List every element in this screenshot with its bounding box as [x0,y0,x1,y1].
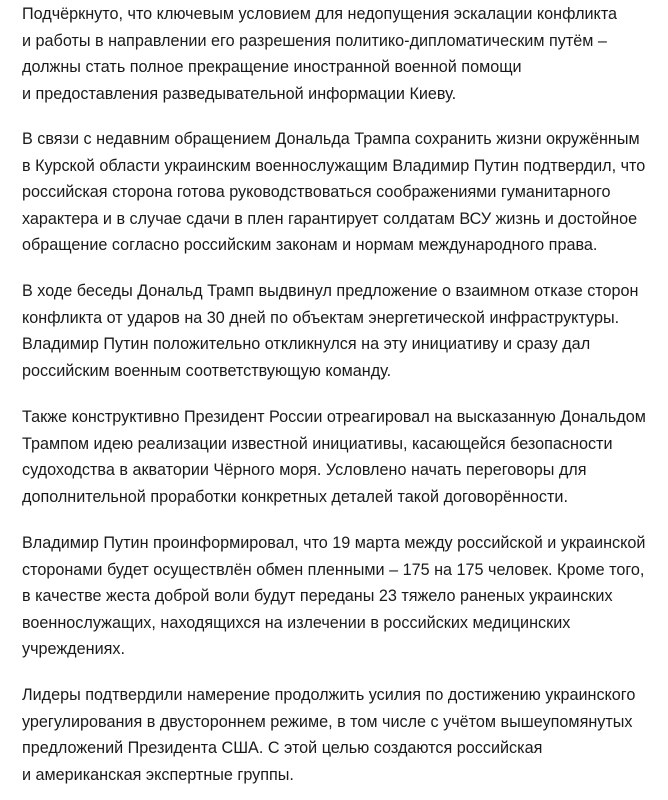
paragraph-line: и предоставления разведывательной информации Киеву. [22,84,457,103]
paragraph-line: Лидеры подтвердили намерение продолжить усилия по достижению украинского [22,686,636,704]
paragraph-line: Подчёркнуто, что ключевым условием для недопущения эскалации конфликта [22,5,618,23]
paragraph-line: военнослужащих, находящихся на излечении в российских медицинских [22,613,571,632]
paragraph-line: В связи с недавним обращением Дональда Трампа сохранить жизни окружённым [22,130,640,148]
paragraph-line: сторонами будет осуществлён обмен пленными – 175 на 175 человек. Кроме того, [22,560,645,579]
paragraph-line: учреждениях. [22,640,125,658]
paragraph-line: и американская экспертные группы. [22,765,294,784]
paragraph-line: в качестве жеста доброй воли будут переданы 23 тяжело раненых украинских [22,587,613,605]
paragraph-3 [22,278,638,384]
paragraph-4 [22,404,646,510]
paragraph-line: предложений Президента США. С этой целью создаются российская [22,739,543,757]
paragraph-line: Владимир Путин проинформировал, что 19 марта между российской и украинской [22,534,646,552]
paragraph-2 [22,126,645,259]
paragraph-line: Владимир Путин положительно откликнулся на эту инициативу и сразу дал [22,335,591,353]
paragraph-line: должны стать полное прекращение иностранной военной помощи [22,58,522,76]
paragraph-line: Также конструктивно Президент России отреагировал на высказанную Дональдом [22,408,646,426]
paragraph-6 [22,682,635,788]
paragraph-5 [22,530,645,663]
paragraph-line: российским военным соответствующую команду. [22,361,392,380]
paragraph-line: дополнительной проработки конкретных деталей такой договорённости. [22,487,568,506]
paragraph-line: в Курской области украинским военнослужащим Владимир Путин подтвердил, что [22,156,646,175]
paragraph-line: обращение согласно российским законам и нормам международного права. [22,236,598,254]
paragraph-line: судоходства в акватории Чёрного моря. Условлено начать переговоры для [22,461,587,479]
paragraph-1 [22,1,617,107]
paragraph-line: В ходе беседы Дональд Трамп выдвинул предложение о взаимном отказе сторон [22,282,639,300]
paragraph-line: конфликта от ударов на 30 дней по объектам энергетической инфраструктуры. [22,308,620,327]
paragraph-line: Трампом идею реализации известной инициативы, касающейся безопасности [22,434,613,453]
paragraph-line: характера и в случае сдачи в плен гарантирует солдатам ВСУ жизнь и достойное [22,209,638,228]
paragraph-line: российская сторона готова руководствоваться соображениями гуманитарного [22,183,611,201]
paragraph-line: урегулирования в двустороннем режиме, в том числе с учётом вышеупомянутых [22,712,633,731]
paragraph-line: и работы в направлении его разрешения политико-дипломатическим путём – [22,31,607,50]
